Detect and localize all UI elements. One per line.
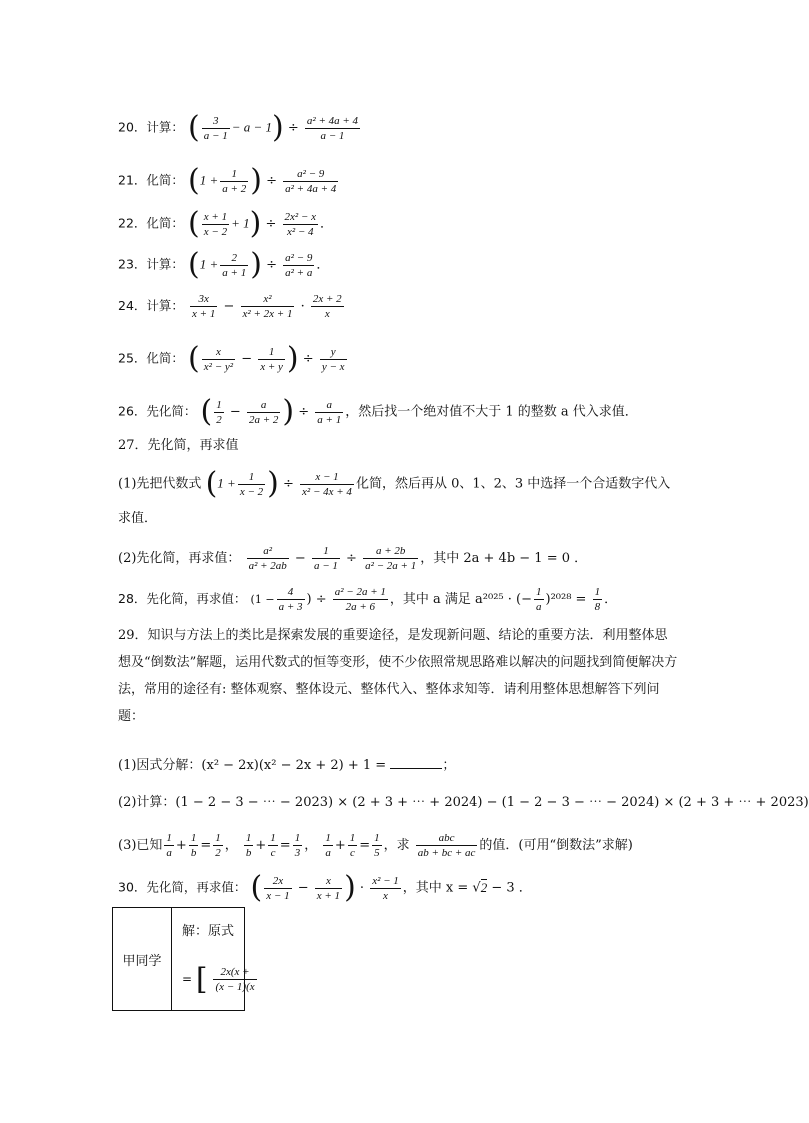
question-28: 28．先化简，再求值： (1 − $\frac{4}{a + 3}$ ) ÷ $\frac{\text{a² − 2a + 1}}{2a + 6}$ ，其中 a 满足 a²⁰²⁵ · (− $\frac{1}{a}$ )²⁰²⁸ = $\frac{1}{8}$ ． — [118, 586, 618, 613]
question-label: 24．计算： — [118, 298, 184, 313]
question-label: 28．先化简，再求值： — [118, 591, 247, 606]
question-21: 21．化简： (1 + $\frac{1}{a + 2}$ ) ÷ $\frac{\text{a² − 9}}{\text{a² + 4a + 4}}$ — [118, 163, 337, 198]
question-29-paragraph: 29．知识与方法上的类比是探索发展的重要途径，是发现新问题、结论的重要方法．利用整体思想及“倒数法”解题，运用代数式的恒等变形，使不少依照常规思路难以解决的问题找到简便解决方法，常用的途径有: 整体观察、整体设元、整体代入、整体求知等．请利用整体思想解答下列问题： — [118, 628, 678, 724]
solution-table — [112, 907, 255, 1011]
question-29-part3: (3)已知 $\frac{1}{a}$ + $\frac{1}{b}$ = $\frac{1}{2}$ ， $\frac{1}{b}$ + $\frac{1}{c}$ = $\frac{1}{3}$ ， $\frac{1}{a}$ + $\frac{1}{c}$ = $\frac{1}{5}$ ，求 $\frac{\text{abc}}{ab + bc + ac}$ 的值．(可用“倒数法”求解) — [118, 832, 633, 859]
question-20: 20．计算： ( $\frac{3}{a - 1}$ − a − 1) ÷ $\frac{\text{a² + 4a + 4}}{a - 1}$ — [118, 110, 359, 145]
answer-blank[interactable] — [390, 754, 442, 769]
solution-expression: = [ $\frac{2x(x +}{(x - 1)(x}$ — [182, 962, 255, 997]
question-26: 26．先化简： ( $\frac{1}{2}$ − $\frac{a}{2a + 2}$ ) ÷ $\frac{a}{a + 1}$ ，然后找一个绝对值不大于 1 的整数 a 代入求值． — [118, 394, 638, 429]
fraction: $\frac{3}{a - 1}$ — [203, 114, 228, 142]
question-label: 25．化简： — [118, 350, 184, 366]
question-24: 24．计算： $\frac{3x}{x + 1}$ − $\frac{\text{x²}}{\text{x² + 2x + 1}}$ · $\frac{2x + 2}{x}$ — [118, 293, 342, 320]
question-label: 23．计算： — [118, 256, 184, 272]
question-label: 26．先化简： — [118, 403, 197, 419]
question-label: 20．计算： — [118, 119, 184, 135]
question-27-title: 27．先化简，再求值 — [118, 438, 239, 453]
question-label: 21．化简： — [118, 172, 184, 188]
question-29-part2: (2)计算：(1 − 2 − 3 − ⋯ − 2023) × (2 + 3 + ⋯ + 2024) − (1 − 2 − 3 − ⋯ − 2024) × (2 + 3 + ⋯ + 2023) — [118, 795, 809, 810]
question-22: 22．化简： ( $\frac{x + 1}{x - 2}$ + 1) ÷ $\frac{\text{2x² − x}}{\text{x² − 4}}$ ． — [118, 206, 334, 241]
question-29-part1: (1)因式分解：(x² − 2x)(x² − 2x + 2) + 1 = ； — [118, 754, 455, 776]
solution-cell: 解：原式 = [ $\frac{2x(x +}{(x - 1)(x}$ — [172, 908, 245, 1011]
question-23: 23．计算： (1 + $\frac{2}{a + 1}$ ) ÷ $\frac{\text{a² − 9}}{\text{a² + a}}$ ． — [118, 247, 330, 282]
question-27-part1-cont: 求值． — [118, 511, 158, 526]
question-label: 22．化简： — [118, 215, 184, 231]
question-label: 30．先化简，再求值： — [118, 879, 247, 895]
question-25: 25．化简： ( $\frac{x}{\text{x² − y²}}$ − $\frac{1}{x + y}$ ) ÷ $\frac{y}{y - x}$ — [118, 341, 345, 376]
question-27-part1: (1)先把代数式 (1 + $\frac{1}{x - 2}$ ) ÷ $\frac{x - 1}{\text{x² − 4x + 4}}$ 化简，然后再从 0、1、2、3 中选择一个合适数字代入 — [118, 466, 671, 501]
student-name: 甲同学 — [113, 908, 172, 1011]
question-30: 30．先化简，再求值： ( $\frac{2x}{x - 1}$ − $\frac{x}{x + 1}$ ) · $\frac{\text{x² − 1}}{x}$ ，其中 x = √2 − 3 ． — [118, 870, 532, 905]
question-27-part2: (2)先化简，再求值： $\frac{\text{a²}}{\text{a² + 2ab}}$ − $\frac{1}{a - 1}$ ÷ $\frac{a + 2b}{\text{a² − 2a + 1}}$ ，其中 2a + 4b − 1 = 0 ． — [118, 545, 588, 572]
fraction: $\frac{\text{a² + 4a + 4}}{a - 1}$ — [306, 114, 359, 142]
